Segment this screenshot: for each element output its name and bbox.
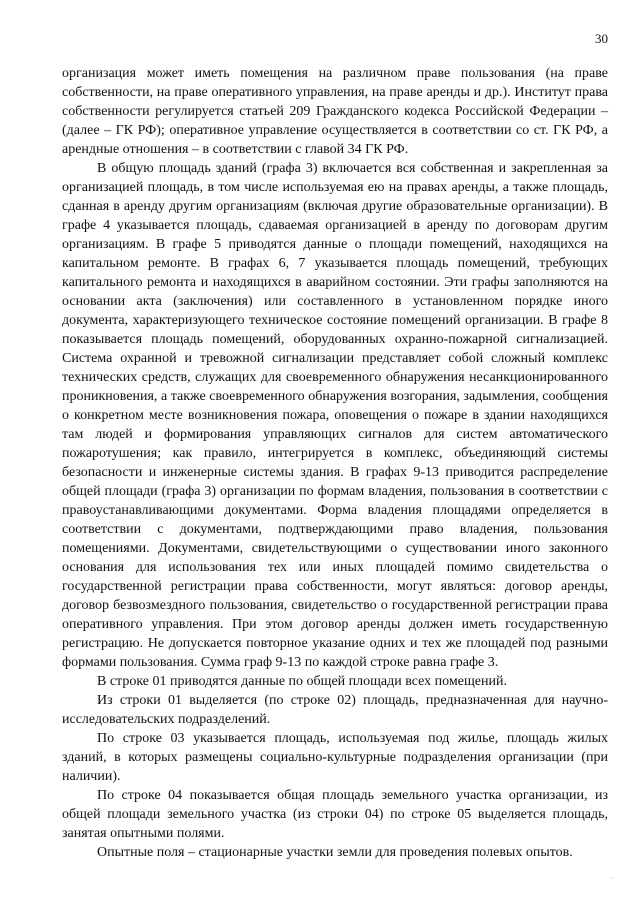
page-number: 30 [595,31,608,46]
paragraph-experimental-fields: Опытные поля – стационарные участки земли для проведения полевых опытов. [97,845,573,860]
paragraph-row-02: Из строки 01 выделяется (по строке 02) площадь, предназначенная для научно-исследовательских подразделений. [62,693,608,727]
paragraph-ownership-rights: организация может иметь помещения на различном праве пользования (на праве собственности, на праве оперативного управления, на праве аренды и др.). Институт права собственности регулируется статьей 209 Гражданского кодекса Российской Федерации – (далее – ГК РФ); оперативное управление осуществляется в соответствии со ст. ГК РФ, а арендные отношения – в соответствии с главой 34 ГК РФ. [62,66,608,157]
scan-artifact-mark: ·∙ [608,873,614,883]
paragraph-row-01: В строке 01 приводятся данные по общей площади всех помещений. [97,674,507,689]
paragraph-row-03: По строке 03 указывается площадь, используемая под жилье, площадь жилых зданий, в которых размещены социально-культурные подразделения организации (при наличии). [62,731,608,784]
paragraph-row-04-05: По строке 04 показывается общая площадь земельного участка организации, из общей площади земельного участка (из строки 04) по строке 05 выделяется площадь, занятая опытными полями. [62,788,608,841]
paragraph-total-area-columns: В общую площадь зданий (графа 3) включается вся собственная и закрепленная за организацией площадь, в том числе используемая ею на правах аренды, а также площадь, сданная в аренду другим организациям (включая другие образовательные организации). В графе 4 указывается площадь, сдаваемая организацией в аренду по договорам другим организациям. В графе 5 приводятся данные о площади помещений, находящихся на капитальном ремонте. В графах 6, 7 указывается площадь помещений, требующих капитального ремонта и находящихся в аварийном состоянии. Эти графы заполняются на основании акта (заключения) или составленного в установленном порядке иного документа, характеризующего техническое состояние помещений организации. В графе 8 показывается площадь помещений, оборудованных охранно-пожарной сигнализацией. Система охранной и тревожной сигнализации представляет собой сложный комплекс технических средств, служащих для своевременного обнаружения несанкционированного проникновения, а также своевременного обнаружения возгорания, задымления, сообщения о конкретном месте возникновения пожара, оповещения о пожаре в здании находящихся там людей и формирования управляющих сигналов для систем автоматического пожаротушения; как правило, интегрируется в комплекс, объединяющий системы безопасности и инженерные системы здания. В графах 9-13 приводится распределение общей площади (графа 3) организации по формам владения, пользования в соответствии с правоустанавливающими документами. Форма владения площадями определяется в соответствии с документами, подтверждающими право владения, пользования помещениями. Документами, свидетельствующими о существовании иного законного основания для использования тех или иных площадей помимо свидетельства о государственной регистрации права собственности, могут являться: договор аренды, договор безвозмездного пользования, свидетельство о государственной регистрации права оперативного управления. При этом договор аренды должен иметь государственную регистрацию. Не допускается повторное указание одних и тех же площадей под разными формами пользования. Сумма граф 9-13 по каждой строке равна графе 3. [62,161,608,670]
text-body [62,64,608,862]
